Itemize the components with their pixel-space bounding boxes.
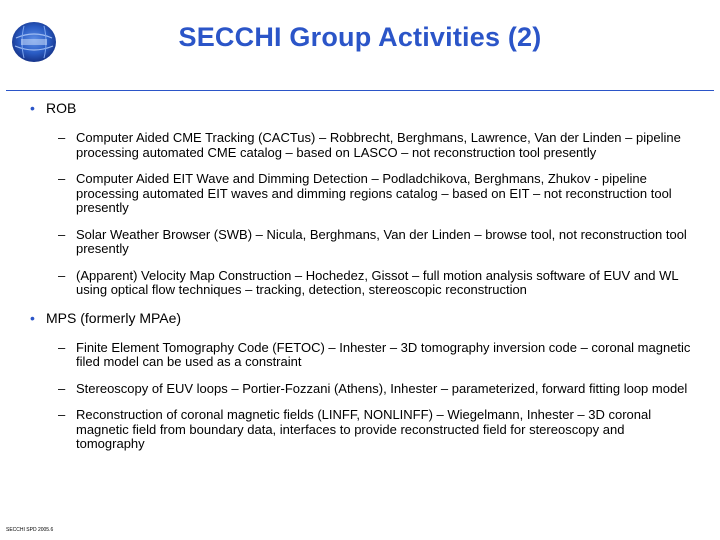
dash-icon: – (58, 130, 66, 145)
slide-title: SECCHI Group Activities (2) (178, 22, 542, 52)
list-item-text: Stereoscopy of EUV loops – Portier-Fozzani (Athens), Inhester – parameterized, forward fitting loop model (76, 380, 688, 396)
list-item (0, 172, 720, 216)
section-heading (0, 310, 720, 327)
footer-label: SECCHI SPD 2005.6 (6, 527, 54, 533)
list-item-text: Reconstruction of coronal magnetic fields (LINFF, NONLINFF) – Wiegelmann, Inhester – 3D coronal magnetic field from boundary data, interfaces to provide reconstructed field for stereoscopy and tomography (76, 407, 652, 451)
dash-icon: – (58, 171, 66, 186)
section-heading (0, 100, 720, 117)
list-item (0, 131, 720, 160)
list-item (0, 269, 720, 298)
list-item-text: (Apparent) Velocity Map Construction – Hochedez, Gissot – full motion analysis software of EUV and WL using optical flow techniques – tracking, detection, stereoscopic reconstruction (76, 267, 679, 297)
section-heading-text: ROB (46, 100, 77, 116)
list-item (0, 408, 720, 452)
list-item-text: Solar Weather Browser (SWB) – Nicula, Berghmans, Van der Linden – browse tool, not reconstruction tool presently (76, 226, 687, 256)
list-item (0, 382, 720, 397)
section-heading-text: MPS (formerly MPAe) (46, 309, 182, 326)
list-item-text: Finite Element Tomography Code (FETOC) – Inhester – 3D tomography inversion code – coronal magnetic filed model can be used as a constraint (76, 339, 691, 369)
list-item-text: Computer Aided CME Tracking (CACTus) – Robbrecht, Berghmans, Lawrence, Van der Linden – pipeline processing automated CME catalog – based on LASCO – not reconstruction tool presently (76, 130, 681, 160)
bullet-icon: • (30, 309, 35, 326)
bullet-icon: • (30, 100, 35, 116)
list-item (0, 228, 720, 257)
list-item (0, 341, 720, 370)
dash-icon: – (58, 407, 66, 422)
section-mps (0, 310, 720, 452)
section-rob (0, 100, 720, 298)
title-divider (6, 90, 714, 91)
slide-content (0, 100, 720, 464)
dash-icon: – (58, 339, 66, 355)
dash-icon: – (58, 226, 66, 242)
dash-icon: – (58, 267, 66, 283)
dash-icon: – (58, 380, 66, 396)
list-item-text: Computer Aided EIT Wave and Dimming Detection – Podladchikova, Berghmans, Zhukov - pipeline processing automated EIT waves and dimming regions catalog – based on EIT – not reconstruction tool presently (76, 171, 672, 215)
